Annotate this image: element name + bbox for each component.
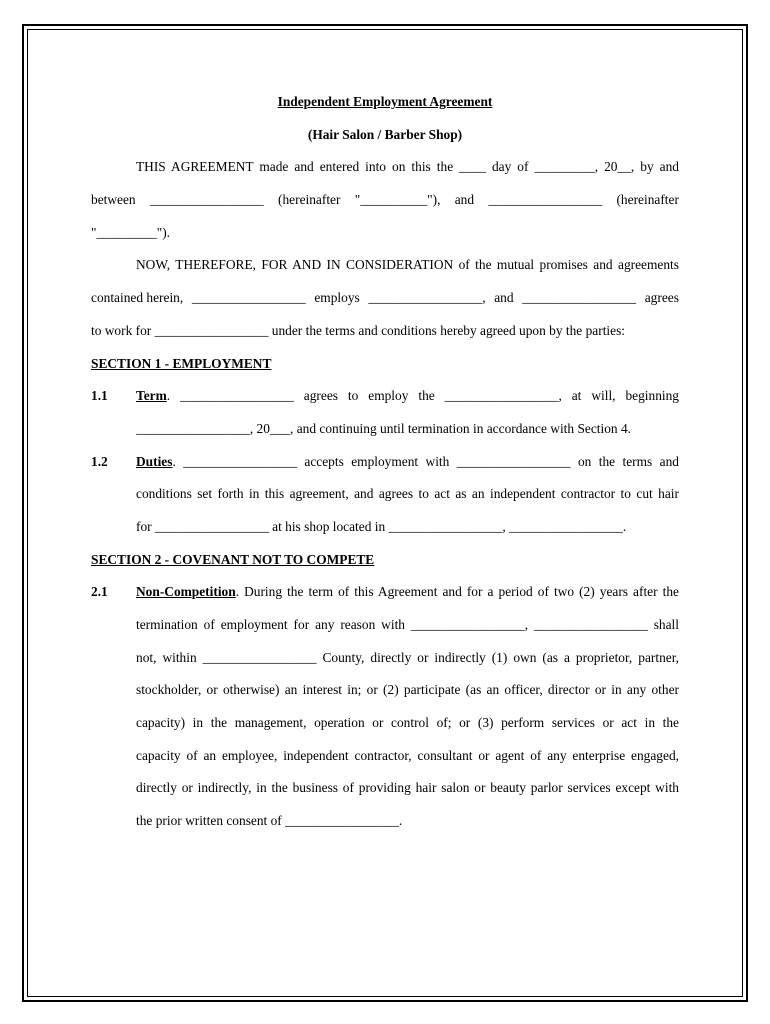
section-2-heading: SECTION 2 - COVENANT NOT TO COMPETE — [91, 551, 375, 567]
document-body — [91, 90, 679, 842]
clause-1-2-line-1 — [91, 450, 679, 483]
intro-word: (hereinafter — [616, 192, 679, 208]
clause-text: . _________________ accepts employment with _________________ on the terms and — [172, 453, 679, 469]
consideration-blank: _________________ — [191, 290, 306, 306]
consideration-word: employs — [314, 290, 360, 306]
clause-text: . During the term of this Agreement and for a period of two (2) years after the — [235, 584, 679, 600]
intro-word: (hereinafter — [278, 192, 341, 208]
clause-number: 1.1 — [91, 388, 108, 404]
clause-number: 1.2 — [91, 453, 108, 469]
clause-2-1-line-7: directly or indirectly, in the business of providing hair salon or beauty parlor services except with — [136, 780, 679, 796]
clause-2-1-line-3: not, within _________________ County, directly or indirectly (1) own (as a proprietor, partner, — [136, 649, 679, 665]
section-1-heading: SECTION 1 - EMPLOYMENT — [91, 355, 272, 371]
consideration-line-1: NOW, THEREFORE, FOR AND IN CONSIDERATION of the mutual promises and agreements — [136, 257, 679, 273]
intro-word: and — [454, 192, 475, 208]
intro-word: between — [91, 192, 136, 208]
intro-line-1: THIS AGREEMENT made and entered into on this the ____ day of _________, 20__, by and — [136, 159, 679, 175]
intro-blank: _________________ — [488, 192, 603, 208]
clause-text: . _________________ agrees to employ the _________________, at will, beginning — [166, 388, 679, 404]
consideration-line-2 — [91, 286, 679, 319]
clause-label: Term — [136, 388, 167, 404]
document-subtitle: (Hair Salon / Barber Shop) — [307, 126, 463, 142]
clause-2-1-line-4: stockholder, or otherwise) an interest in; or (2) participate (as an officer, director or in any other — [136, 682, 679, 698]
intro-line-2 — [91, 188, 679, 221]
clause-2-1-line-6: capacity of an employee, independent contractor, consultant or agent of any enterprise engaged, — [136, 747, 679, 763]
clause-1-2-line-3: for _________________ at his shop located in _________________, _________________. — [136, 518, 627, 534]
clause-2-1-line-8: the prior written consent of _________________. — [136, 813, 403, 829]
consideration-word: contained herein, — [91, 290, 184, 306]
clause-label: Duties — [136, 453, 173, 469]
intro-blank: "__________"), — [354, 192, 441, 208]
consideration-word: agrees — [644, 290, 679, 306]
clause-2-1-line-1 — [91, 580, 679, 613]
document-title: Independent Employment Agreement — [277, 94, 493, 109]
consideration-blank: _________________, — [368, 290, 486, 306]
clause-1-2-line-2: conditions set forth in this agreement, and agrees to act as an independent contractor to cut hair — [136, 486, 679, 502]
clause-label: Non-Competition — [136, 584, 236, 600]
intro-blank: _________________ — [149, 192, 264, 208]
consideration-line-3: to work for _________________ under the terms and conditions hereby agreed upon by the parties: — [91, 322, 626, 338]
clause-1-1-line-1 — [91, 384, 679, 417]
clause-2-1-line-5: capacity) in the management, operation or control of; or (3) perform services or act in the — [136, 715, 679, 731]
clause-number: 2.1 — [91, 584, 108, 600]
clause-1-1-line-2: _________________, 20___, and continuing until termination in accordance with Section 4. — [136, 420, 631, 436]
intro-line-3: "_________"). — [91, 224, 170, 240]
consideration-blank: _________________ — [522, 290, 637, 306]
clause-2-1-line-2: termination of employment for any reason with _________________, _________________ shall — [136, 617, 679, 632]
consideration-word: and — [494, 290, 514, 306]
